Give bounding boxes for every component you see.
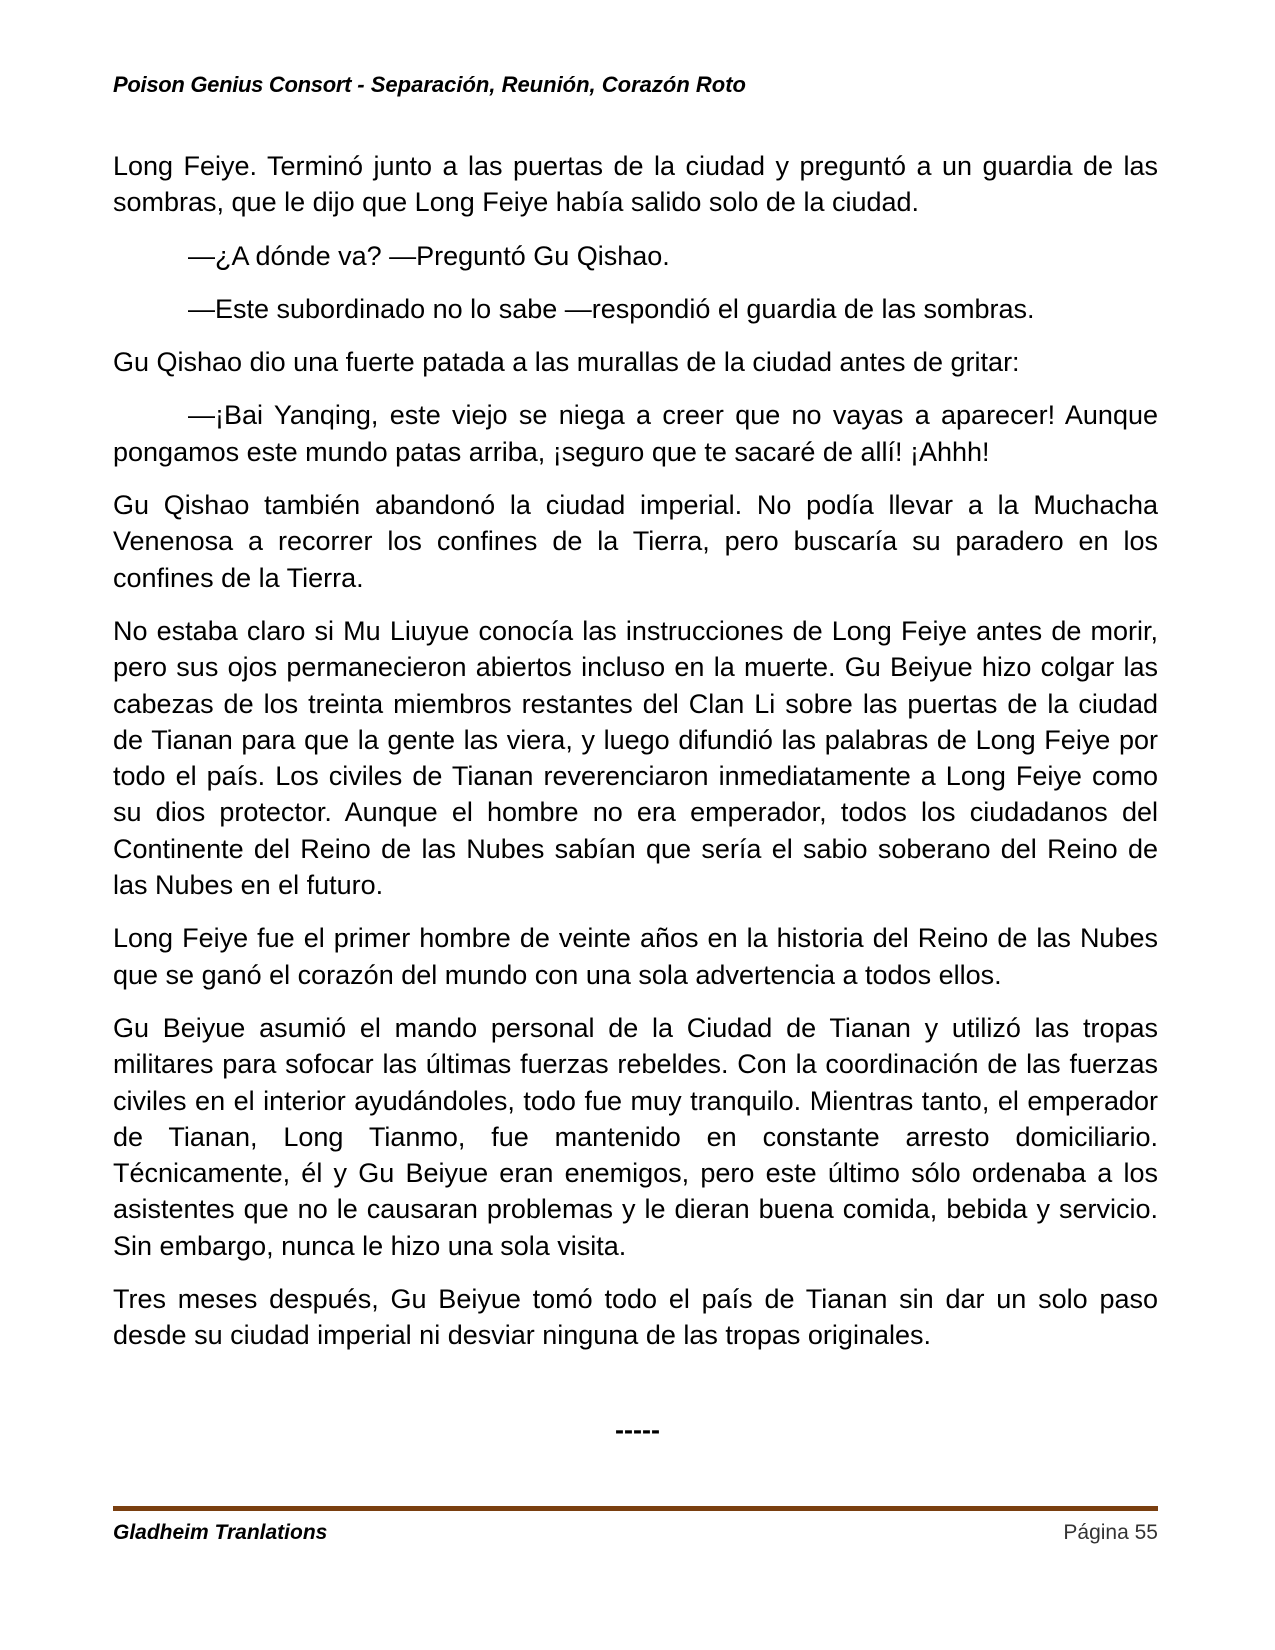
paragraph: Gu Beiyue asumió el mando personal de la Ciudad de Tianan y utilizó las tropas militares para sofocar las últimas fuerzas rebeldes. Con la coordinación de las fuerzas civiles en el interior ayudándoles, todo fue muy tranquilo. Mientras tanto, el emperador de Tianan, Long Tianmo, fue mantenido en constante arresto domiciliario. Técnicamente, él y Gu Beiyue eran enemigos, pero este último sólo ordenaba a los asistentes que no le causaran problemas y le dieran buena comida, bebida y servicio. Sin embargo, nunca le hizo una sola visita.: [113, 1012, 1158, 1261]
page-header: [113, 72, 746, 98]
body-text: [113, 148, 1158, 1371]
dialogue-line: —¡Bai Yanqing, este viejo se niega a creer que no vayas a aparecer! Aunque pongamos este mundo patas arriba, ¡seguro que te sacaré de allí! ¡Ahhh!: [113, 400, 1158, 467]
paragraph: Tres meses después, Gu Beiyue tomó todo el país de Tianan sin dar un solo paso desde su ciudad imperial ni desviar ninguna de las tropas originales.: [113, 1284, 1158, 1351]
paragraph: No estaba claro si Mu Liuyue conocía las instrucciones de Long Feiye antes de morir, pero sus ojos permanecieron abiertos incluso en la muerte. Gu Beiyue hizo colgar las cabezas de los treinta miembros restantes del Clan Li sobre las puertas de la ciudad de Tianan para que la gente las viera, y luego difundió las palabras de Long Feiye por todo el país. Los civiles de Tianan reverenciaron inmediatamente a Long Feiye como su dios protector. Aunque el hombre no era emperador, todos los ciudadanos del Continente del Reino de las Nubes sabían que sería el sabio soberano del Reino de las Nubes en el futuro.: [113, 615, 1158, 901]
book-title: Poison Genius Consort: [113, 72, 352, 97]
dialogue-line: —¿A dónde va? —Preguntó Gu Qishao.: [188, 240, 670, 271]
title-separator: -: [351, 72, 371, 97]
footer-publisher: Gladheim Tranlations: [113, 1521, 328, 1544]
paragraph: Gu Qishao también abandonó la ciudad imperial. No podía llevar a la Muchacha Venenosa a recorrer los confines de la Tierra, pero buscaría su paradero en los confines de la Tierra.: [113, 490, 1158, 593]
paragraph: Long Feiye. Terminó junto a las puertas de la ciudad y preguntó a un guardia de las sombras, que le dijo que Long Feiye había salido solo de la ciudad.: [113, 151, 1158, 218]
chapter-subtitle: Separación, Reunión, Corazón Roto: [370, 72, 746, 97]
paragraph: Long Feiye fue el primer hombre de veinte años en la historia del Reino de las Nubes que se ganó el corazón del mundo con una sola advertencia a todos ellos.: [113, 923, 1158, 990]
paragraph: Gu Qishao dio una fuerte patada a las murallas de la ciudad antes de gritar:: [113, 347, 1020, 378]
dialogue-line: —Este subordinado no lo sabe —respondió el guardia de las sombras.: [188, 293, 1035, 324]
page-number: Página 55: [1063, 1521, 1158, 1544]
footer-rule: [113, 1506, 1158, 1511]
section-separator: -----: [615, 1415, 660, 1445]
